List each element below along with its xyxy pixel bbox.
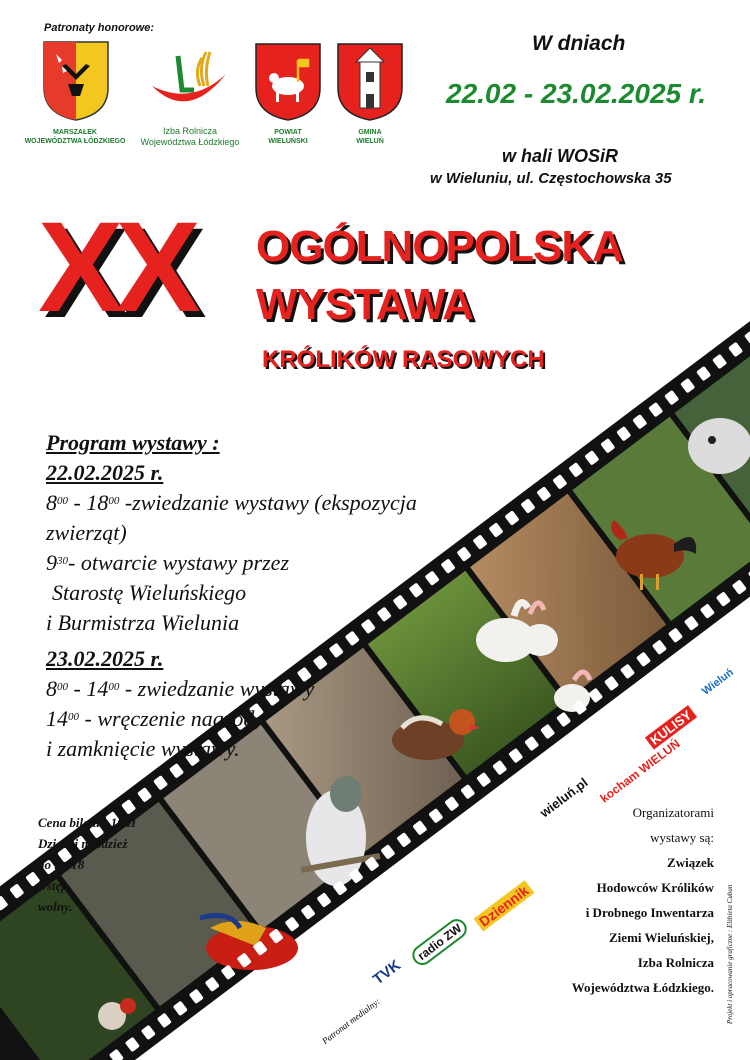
tvk-logo: TVK: [369, 956, 405, 989]
title-line2: WYSTAWA: [256, 280, 474, 329]
logo-caption-commune: GMINA WIELUŃ: [356, 129, 384, 145]
media-patrons-label: Patronat medialny:: [320, 995, 382, 1047]
organizers-line2: wystawy są:: [650, 830, 714, 845]
kulisy-logo: KULISY: [645, 705, 697, 749]
organizers-line5: i Drobnego Inwentarza: [585, 905, 714, 920]
program-day1-item2-cont: Starostę Wieluńskiego: [52, 580, 247, 605]
organizers-line3: Związek: [667, 855, 714, 870]
price-line1: Cena biletu - 10 zł: [38, 815, 136, 830]
program-day2-item2-cont: i zamknięcie wystawy.: [46, 736, 240, 761]
radio-zw-logo: radio ZW: [408, 915, 471, 969]
program-day2-date: 23.02.2025 r.: [46, 646, 164, 671]
venue-line2: w Wieluniu, ul. Częstochowska 35: [430, 170, 672, 187]
title-line1: OGÓLNOPOLSKA: [256, 222, 623, 271]
venue-line1: w hali WOSiR: [502, 146, 619, 166]
program-day1-item1: $8^{00} - 18^{00}$ -zwiedzanie wystawy (ekspozycja: [46, 490, 417, 515]
price-line3: do lat 18: [38, 857, 85, 872]
event-dates: 22.02 - 23.02.2025 r.: [446, 78, 706, 109]
program-day1-item2: $9^{30}-$ otwarcie wystawy przez: [46, 550, 289, 575]
program-day2-item2: $14^{00}$ - wręczenie nagród,: [46, 706, 260, 731]
program-day1-item1-cont: zwierząt): [46, 520, 127, 545]
program-block: [46, 428, 466, 764]
price-line2: Dzieci i młodzież: [38, 836, 128, 851]
logo-caption-county: POWIAT WIELUŃSKI: [268, 129, 308, 145]
wielun-heart-logo: Wieluń: [700, 666, 736, 698]
wielun-pl-logo: wieluń.pl: [537, 774, 591, 821]
organizers-line1: Organizatorami: [632, 805, 714, 820]
patronage-title: Patronaty honorowe:: [44, 22, 155, 34]
price-line5: wolny.: [38, 899, 73, 914]
program-day1-date: 22.02.2025 r.: [46, 460, 164, 485]
organizers-block: [520, 800, 714, 1000]
organizers-line7: Izba Rolnicza: [637, 955, 714, 970]
organizers-line6: Ziemi Wieluńskiej,: [609, 930, 714, 945]
program-day2-item1: $8^{00} - 14^{00}$ - zwiedzanie wystawy: [46, 676, 315, 701]
kocham-wielun-logo: kocham WIELUŃ: [597, 736, 683, 806]
title-numeral: XX: [38, 196, 193, 339]
dziennik-logo: Dziennik: [474, 880, 534, 931]
logo-caption-chamber: Izba Rolnicza Województwa Łódzkiego: [140, 126, 240, 147]
design-credit: Projekt i opracowanie graficzne : Elżbieta Cuban: [726, 884, 734, 1024]
rabbit-in-cage-photo: [688, 418, 750, 474]
price-line4: wstęp: [38, 878, 68, 893]
title-line3: KRÓLIKÓW RASOWYCH: [262, 346, 545, 373]
when-label: W dniach: [532, 32, 626, 55]
program-day1-item2-cont2: i Burmistrza Wielunia: [46, 610, 240, 635]
logo-caption-marshal: MARSZAŁEK WOJEWÓDZTWA ŁÓDZKIEGO: [24, 129, 126, 145]
program-heading: Program wystawy :: [46, 430, 220, 455]
organizers-line8: Województwa Łódzkiego.: [571, 980, 714, 995]
organizers-line4: Hodowców Królików: [596, 880, 714, 895]
ticket-price-block: [38, 812, 178, 917]
